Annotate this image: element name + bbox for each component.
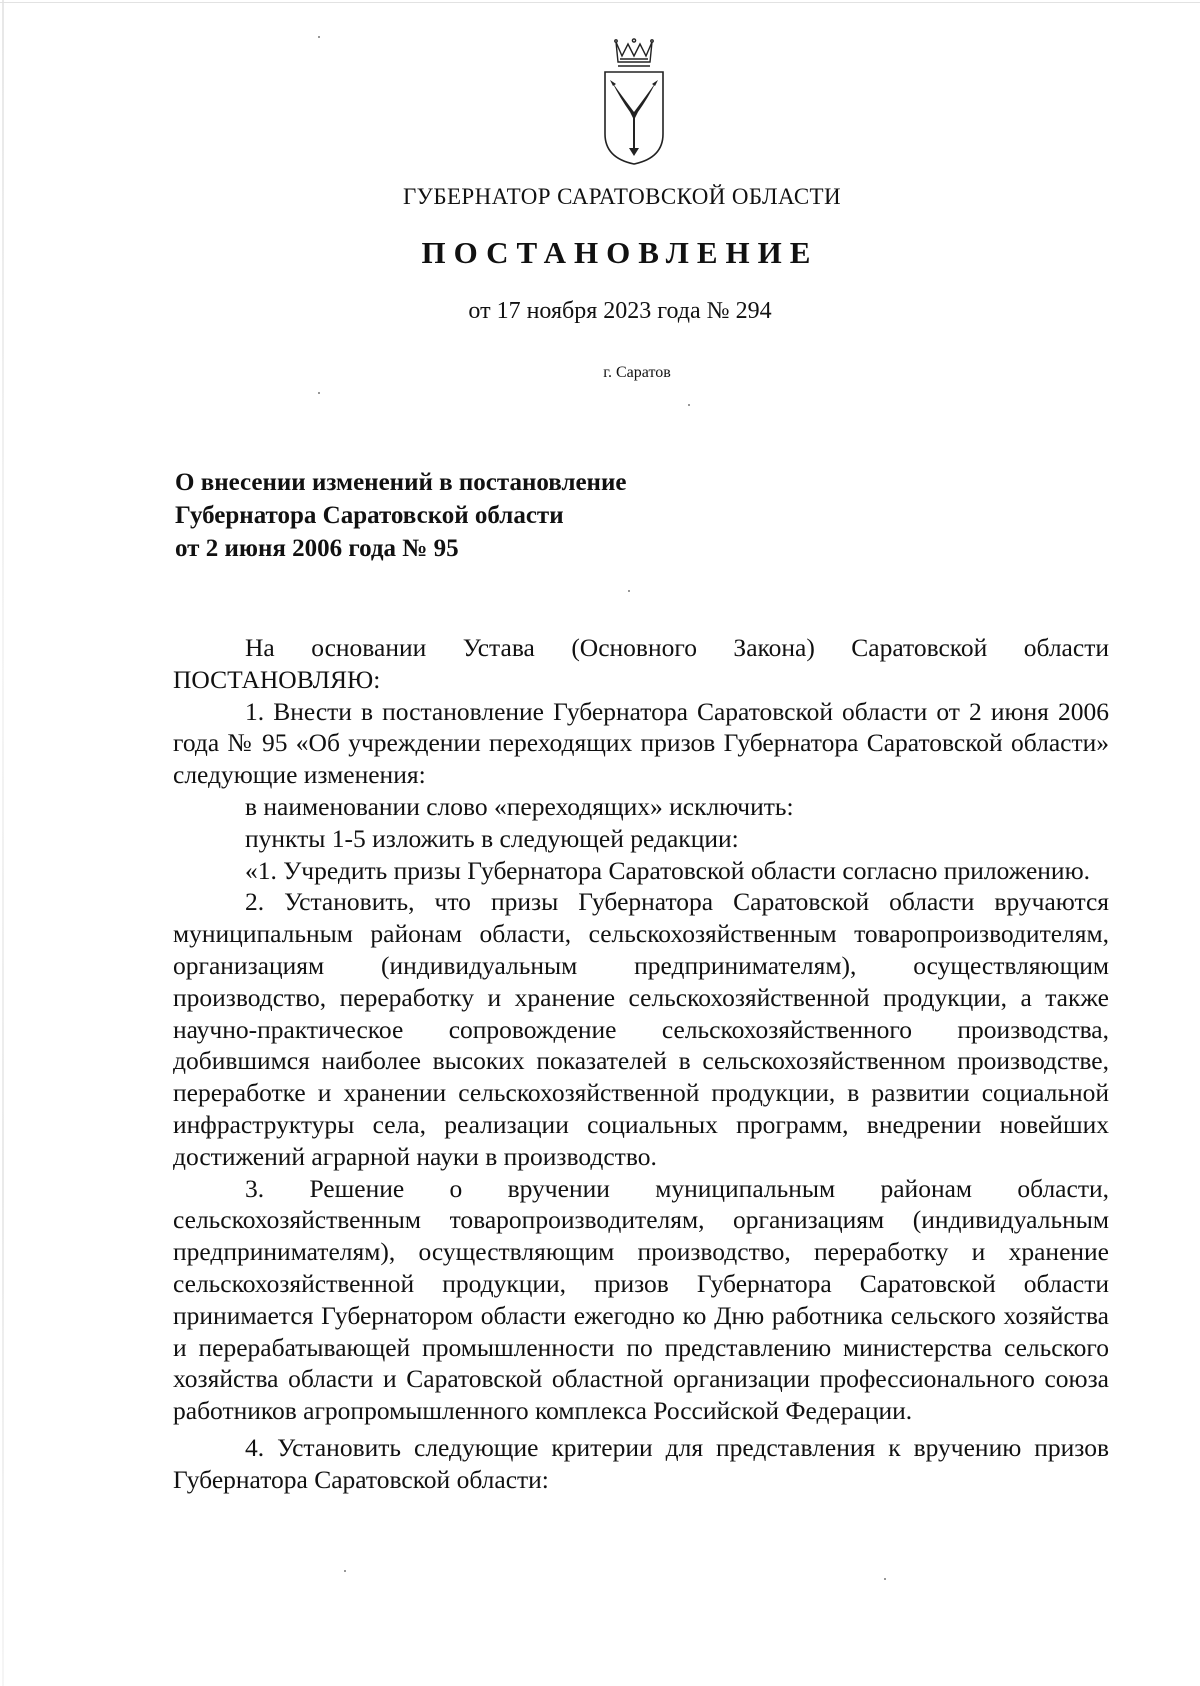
document-subject <box>175 466 626 565</box>
paragraph-item-3: 3. Решение о вручении муниципальным районам области, сельскохозяйственным товаропроизводителям, организациям (индивидуальным предпринимателям), осуществляющим производство, переработку и хранение сельскохозяйственной продукции, призов Губернатора Саратовской области принимается Губернатором области ежегодно ко Дню работника сельского хозяйства и перерабатывающей промышленности по представлению министерства сельского хозяйства области и Саратовской областной организации профессионального союза работников агропромышленного комплекса Российской Федерации. <box>173 1173 1109 1426</box>
scan-speck <box>884 1578 886 1580</box>
paragraph-amendment-title: в наименовании слово «переходящих» исключить: <box>245 791 794 821</box>
scan-edge-top <box>0 2 1200 3</box>
paragraph-item-4: 4. Установить следующие критерии для представления к вручению призов Губернатора Саратовской области: <box>173 1432 1109 1494</box>
scan-speck <box>318 392 320 394</box>
scan-speck <box>344 1570 346 1572</box>
paragraph-item-1: «1. Учредить призы Губернатора Саратовской области согласно приложению. <box>245 855 1090 885</box>
subject-line: Губернатора Саратовской области <box>175 502 564 529</box>
document-date-number: от 17 ноября 2023 года № 294 <box>468 298 772 324</box>
saratov-coat-of-arms-icon <box>598 38 670 166</box>
paragraph-1: 1. Внести в постановление Губернатора Саратовской области от 2 июня 2006 года № 95 «Об учреждении переходящих призов Губернатора Саратовской области» следующие изменения: <box>173 696 1109 790</box>
scan-speck <box>318 36 320 38</box>
scan-edge <box>2 0 4 1686</box>
document-body <box>173 632 1109 1496</box>
paragraph-amendment-items: пункты 1-5 изложить в следующей редакции: <box>245 823 739 853</box>
scan-speck <box>688 404 690 406</box>
paragraph-item-2: 2. Установить, что призы Губернатора Саратовской области вручаются муниципальным районам области, сельскохозяйственным товаропроизводителям, организациям (индивидуальным предпринимателям), осуществляющим производство, переработку и хранение сельскохозяйственной продукции, а также научно-практическое сопровождение сельскохозяйственного производства, добившимся наиболее высоких показателей в сельскохозяйственном производстве, переработке и хранении сельскохозяйственной продукции, в развитии социальной инфраструктуры села, реализации социальных программ, внедрении новейших достижений аграрной науки в производство. <box>173 887 1109 1171</box>
issuing-authority: ГУБЕРНАТОР САРАТОВСКОЙ ОБЛАСТИ <box>402 184 842 209</box>
scan-speck <box>628 590 630 592</box>
document-type: ПОСТАНОВЛЕНИЕ <box>421 235 819 270</box>
paragraph-preamble: На основании Устава (Основного Закона) Саратовской области ПОСТАНОВЛЯЮ: <box>173 633 1109 694</box>
subject-line: от 2 июня 2006 года № 95 <box>175 535 459 562</box>
subject-line: О внесении изменений в постановление <box>175 469 627 496</box>
document-city: г. Саратов <box>603 364 671 381</box>
